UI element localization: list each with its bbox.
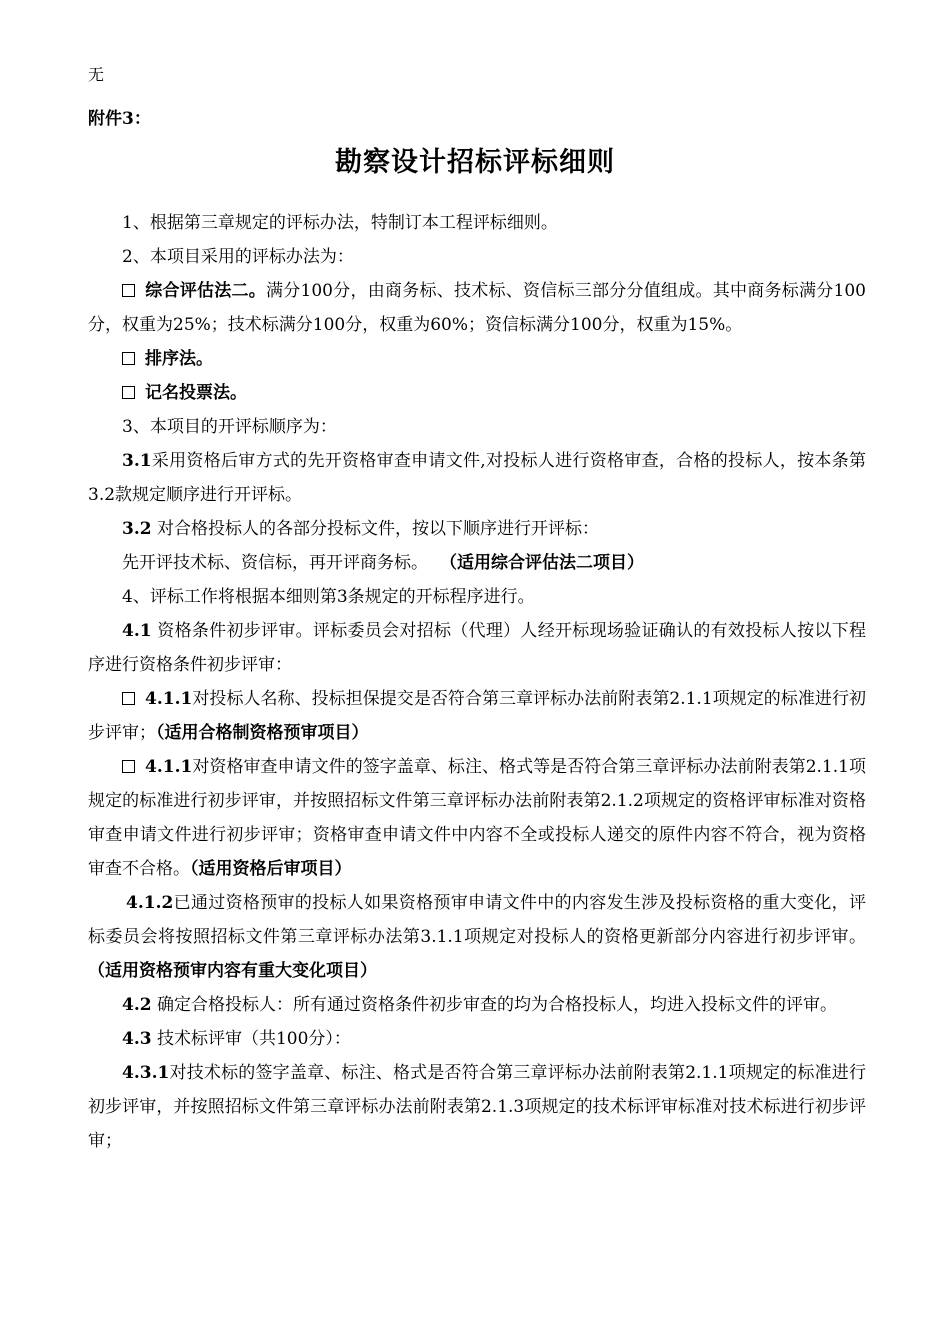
para-4-1-1-a-number: 4.1.1	[145, 689, 193, 709]
para-3-2-sub-text: 先开评技术标、资信标，再开评商务标。	[122, 553, 428, 573]
para-4-1-1-b	[88, 750, 866, 886]
option-ranking	[88, 342, 866, 376]
para-3-1-number: 3.1	[122, 451, 152, 471]
para-4-2-number: 4.2	[122, 995, 152, 1015]
para-3-2-sub	[88, 546, 866, 580]
para-3-2-sub-bold: （适用综合评估法二项目）	[440, 553, 644, 573]
para-3-2-number: 3.2	[122, 519, 152, 539]
para-3-1-text: 采用资格后审方式的先开资格审查申请文件,对投标人进行资格审查，合格的投标人，按本条第3.2款规定顺序进行开评标。	[88, 451, 866, 505]
option-vote-label: 记名投票法。	[145, 383, 247, 403]
option-comprehensive-label: 综合评估法二。	[145, 281, 267, 301]
para-4-3-1-number: 4.3.1	[122, 1063, 170, 1083]
para-4-1-2-number: 4.1.2	[126, 893, 174, 913]
para-1: 1、根据第三章规定的评标办法，特制订本工程评标细则。	[122, 213, 558, 233]
para-3-2-text: 对合格投标人的各部分投标文件，按以下顺序进行开评标：	[151, 519, 599, 539]
option-ranking-label: 排序法。	[145, 349, 213, 369]
para-4-1-1-b-number: 4.1.1	[145, 757, 193, 777]
para-3-1	[88, 444, 866, 512]
para-4-1-number: 4.1	[122, 621, 152, 641]
option-vote	[88, 376, 866, 410]
option-comprehensive-text: 满分100分，由商务标、技术标、资信标三部分分值组成。其中商务标满分100分，权重为25%；技术标满分100分，权重为60%；资信标满分100分，权重为15%。	[88, 281, 867, 335]
para-4-3	[88, 1022, 866, 1056]
document-body	[88, 206, 866, 1158]
para-4-1-1-a	[88, 682, 866, 750]
para-2: 2、本项目采用的评标办法为：	[122, 247, 354, 267]
para-4-3-1-text: 对技术标的签字盖章、标注、格式是否符合第三章评标办法前附表第2.1.1项规定的标准进行初步评审，并按照招标文件第三章评标办法前附表第2.1.3项规定的技术标评审标准对技术标进行初步评审；	[88, 1063, 866, 1151]
attachment-label: 附件3：	[88, 109, 151, 129]
document-title: 勘察设计招标评标细则	[335, 147, 615, 178]
checkbox-icon[interactable]	[122, 284, 135, 297]
para-4-1-2	[88, 886, 866, 988]
para-3: 3、本项目的开评标顺序为：	[122, 417, 337, 437]
para-4-1-1-a-text: 对投标人名称、投标担保提交是否符合第三章评标办法前附表第2.1.1项规定的标准进行初步评审；	[88, 689, 866, 743]
para-4-1-1-b-text: 对资格审查申请文件的签字盖章、标注、格式等是否符合第三章评标办法前附表第2.1.1项规定的标准进行初步评审，并按照招标文件第三章评标办法前附表第2.1.2项规定的资格评审标准对资格审查申请文件进行初步评审；资格审查申请文件中内容不全或投标人递交的原件内容不符合，视为资格审查不合格。	[88, 757, 866, 879]
para-4-3-number: 4.3	[122, 1029, 152, 1049]
para-4-3-1	[88, 1056, 866, 1158]
para-4-1-text: 资格条件初步评审。评标委员会对招标（代理）人经开标现场验证确认的有效投标人按以下程序进行资格条件初步评审：	[88, 621, 866, 675]
option-comprehensive	[88, 274, 866, 342]
para-4-1	[88, 614, 866, 682]
top-note: 无	[88, 65, 105, 84]
checkbox-icon[interactable]	[122, 352, 135, 365]
checkbox-icon[interactable]	[122, 760, 135, 773]
para-4-2-text: 确定合格投标人：所有通过资格条件初步审查的均为合格投标人，均进入投标文件的评审。	[151, 995, 837, 1015]
para-4-1-2-text: 已通过资格预审的投标人如果资格预审申请文件中的内容发生涉及投标资格的重大变化，评标委员会将按照招标文件第三章评标办法第3.1.1项规定对投标人的资格更新部分内容进行初步评审。	[88, 893, 866, 947]
para-4-1-2-bold: （适用资格预审内容有重大变化项目）	[88, 961, 377, 981]
para-4: 4、评标工作将根据本细则第3条规定的开标程序进行。	[122, 587, 535, 607]
para-3-2	[88, 512, 866, 546]
para-4-2	[88, 988, 866, 1022]
checkbox-icon[interactable]	[122, 692, 135, 705]
para-4-1-1-b-bold: （适用资格后审项目）	[190, 859, 352, 879]
para-4-3-text: 技术标评审（共100分）：	[151, 1029, 351, 1049]
para-4-1-1-a-bold: （适用合格制资格预审项目）	[156, 723, 369, 743]
checkbox-icon[interactable]	[122, 386, 135, 399]
